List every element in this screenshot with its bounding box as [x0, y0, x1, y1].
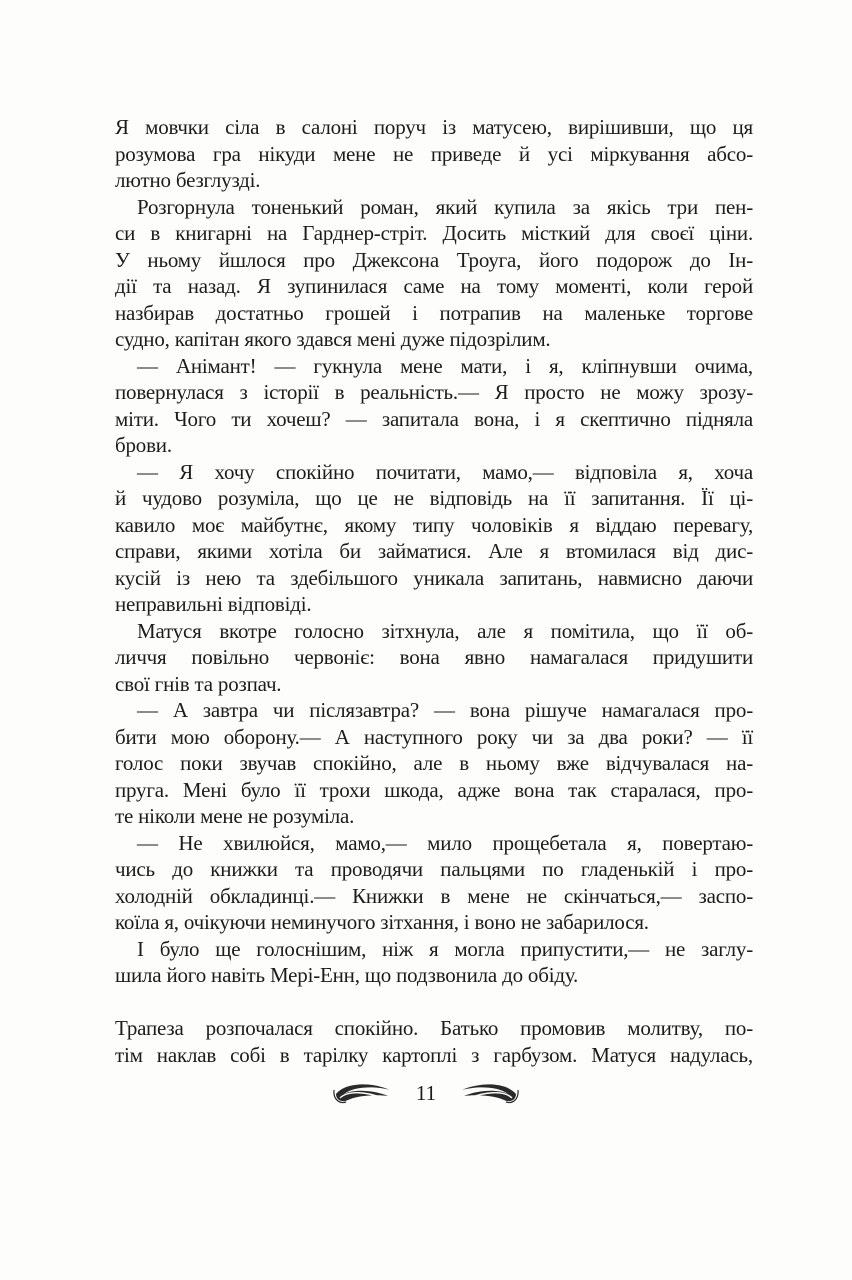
swirl-ornament-left-icon [332, 1080, 394, 1106]
text-line: — Анімант! — гукнула мене мати, і я, кліпнувши очима, [137, 353, 753, 378]
text-line: неправильні відповіді. [115, 592, 312, 616]
section-break [115, 989, 753, 1016]
text-line: — А завтра чи післязавтра? — вона рішуче намагалася про- [137, 698, 753, 722]
text-line: міти. Чого ти хочеш? — запитала вона, і я скептично підняла [115, 406, 753, 431]
text-line: дії та назад. Я зупинилася саме на тому моменті, коли герой [115, 274, 753, 298]
page-footer [0, 1080, 852, 1106]
paragraph [115, 353, 753, 459]
text-line: свої гнів та розпач. [115, 671, 282, 696]
text-line: І було ще голоснішим, ніж я могла припустити,— не заглу- [137, 936, 753, 961]
text-line: Розгорнула тоненький роман, який купила за якісь три пен- [137, 194, 753, 219]
paragraph [115, 618, 753, 698]
paragraph [115, 1015, 753, 1068]
paragraph [115, 830, 753, 936]
text-line: Матуся вкотре голосно зітхнула, але я помітила, що її об- [137, 618, 753, 643]
text-line: бити мою оборону.— А наступного року чи за два роки? — її [115, 724, 753, 749]
text-line: коїла я, очікуючи неминучого зітхання, і воно не забарилося. [115, 910, 649, 934]
text-line: повернулася з історії в реальність.— Я просто не можу зрозу- [115, 380, 753, 404]
page-number: 11 [415, 1080, 437, 1105]
text-line: шила його навіть Мері-Енн, що подзвонила до обіду. [115, 963, 579, 987]
paragraph [115, 936, 753, 989]
text-line: судно, капітан якого здався мені дуже підозрілим. [115, 327, 551, 351]
paragraph [115, 194, 753, 353]
text-line: брови. [115, 433, 172, 457]
text-line: чись до книжки та проводячи пальцями по гладенькій і про- [115, 857, 753, 881]
text-line: голос поки звучав спокійно, але в ньому вже відчувалася на- [115, 751, 753, 775]
text-line: пруга. Мені було її трохи шкода, адже вона так старалася, про- [115, 777, 753, 802]
text-line: розумова гра нікуди мене не приведе й усі міркування абсо- [115, 141, 753, 166]
text-line: си в книгарні на Гарднер-стріт. Досить місткий для своєї ціни. [115, 221, 753, 245]
swirl-ornament-right-icon [458, 1080, 520, 1106]
text-line: Трапеза розпочалася спокійно. Батько промовив молитву, по- [115, 1016, 753, 1040]
text-line: тім наклав собі в тарілку картоплі з гарбузом. Матуся надулась, [115, 1042, 753, 1067]
text-line: кусій із нею та здебільшого уникала запитань, навмисно даючи [115, 565, 753, 590]
text-line: те ніколи мене не розуміла. [115, 804, 355, 828]
text-line: Я мовчки сіла в салоні поруч із матусею, вирішивши, що ця [115, 115, 753, 139]
text-line: назбирав достатньо грошей і потрапив на маленьке торгове [115, 300, 753, 325]
text-line: й чудово розуміла, що це не відповідь на її запитання. Її ці- [115, 486, 753, 510]
text-line: лютно безглузді. [115, 168, 261, 192]
paragraph [115, 459, 753, 618]
paragraph [115, 697, 753, 830]
text-line: кавило моє майбутнє, якому типу чоловіків я віддаю перевагу, [115, 512, 753, 537]
text-line: личчя повільно червоніє: вона явно намагалася придушити [115, 645, 753, 669]
text-line: — Не хвилюйся, мамо,— мило прощебетала я, повертаю- [137, 830, 753, 855]
text-line: справи, якими хотіла би займатися. Але я втомилася від дис- [115, 539, 753, 563]
text-line: холодній обкладинці.— Книжки в мене не скінчаться,— заспо- [115, 883, 753, 908]
page-body-text [115, 114, 753, 1068]
text-line: — Я хочу спокійно почитати, мамо,— відповіла я, хоча [137, 459, 753, 484]
text-line: У ньому йшлося про Джексона Троуга, його подорож до Ін- [115, 247, 753, 272]
paragraph [115, 114, 753, 194]
